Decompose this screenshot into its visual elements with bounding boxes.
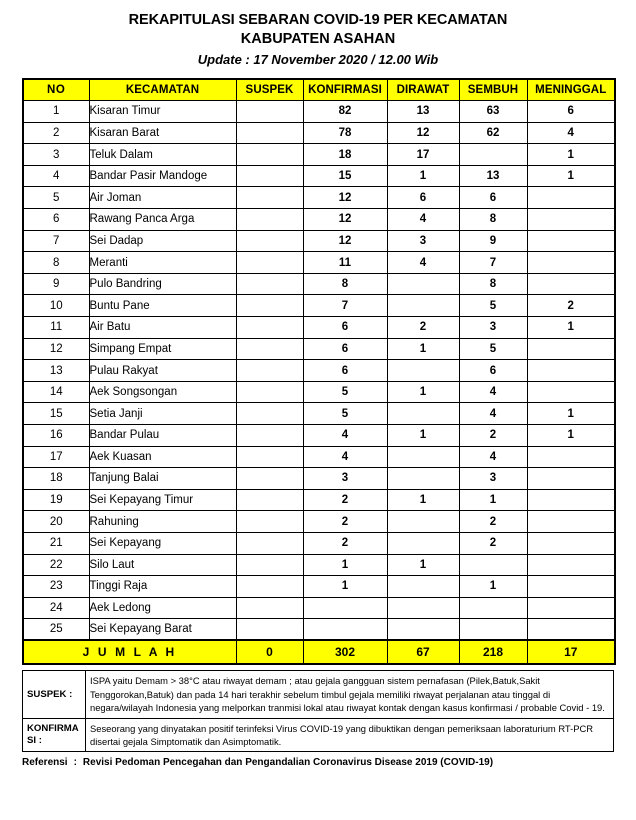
cell-suspek xyxy=(236,317,303,339)
definition-label: SUSPEK : xyxy=(23,671,86,718)
cell-konfirmasi: 5 xyxy=(303,381,387,403)
definitions-table xyxy=(22,670,614,752)
cell-meninggal xyxy=(527,273,615,295)
cell-suspek xyxy=(236,619,303,641)
cell-konfirmasi: 2 xyxy=(303,489,387,511)
cell-no: 3 xyxy=(23,144,89,166)
cell-meninggal xyxy=(527,381,615,403)
cell-suspek xyxy=(236,165,303,187)
cell-meninggal xyxy=(527,252,615,274)
cell-dirawat: 13 xyxy=(387,101,459,123)
cell-kecamatan: Sei Kepayang Timur xyxy=(89,489,236,511)
column-header-no: NO xyxy=(23,79,89,101)
cell-kecamatan: Aek Kuasan xyxy=(89,446,236,468)
cell-dirawat xyxy=(387,511,459,533)
cell-no: 25 xyxy=(23,619,89,641)
cell-kecamatan: Tanjung Balai xyxy=(89,468,236,490)
cell-no: 22 xyxy=(23,554,89,576)
table-row xyxy=(23,360,615,382)
column-header-suspek: SUSPEK xyxy=(236,79,303,101)
table-row xyxy=(23,165,615,187)
table-row xyxy=(23,252,615,274)
table-row xyxy=(23,381,615,403)
cell-konfirmasi: 12 xyxy=(303,209,387,231)
cell-dirawat xyxy=(387,619,459,641)
definitions-body xyxy=(23,671,614,752)
cell-meninggal xyxy=(527,468,615,490)
cell-kecamatan: Tinggi Raja xyxy=(89,576,236,598)
cell-dirawat: 17 xyxy=(387,144,459,166)
cell-meninggal xyxy=(527,511,615,533)
cell-meninggal xyxy=(527,554,615,576)
cell-kecamatan: Pulo Bandring xyxy=(89,273,236,295)
cell-sembuh: 62 xyxy=(459,122,527,144)
cell-konfirmasi: 2 xyxy=(303,532,387,554)
cell-konfirmasi xyxy=(303,597,387,619)
cell-sembuh xyxy=(459,597,527,619)
cell-dirawat: 1 xyxy=(387,338,459,360)
table-row xyxy=(23,446,615,468)
cell-no: 4 xyxy=(23,165,89,187)
cell-konfirmasi: 1 xyxy=(303,576,387,598)
reference-text: Revisi Pedoman Pencegahan dan Pengandalian Coronavirus Disease 2019 (COVID-19) xyxy=(82,757,494,769)
cell-no: 2 xyxy=(23,122,89,144)
cell-kecamatan: Kisaran Timur xyxy=(89,101,236,123)
cell-kecamatan: Silo Laut xyxy=(89,554,236,576)
cell-sembuh: 6 xyxy=(459,360,527,382)
cell-meninggal xyxy=(527,597,615,619)
cell-no: 5 xyxy=(23,187,89,209)
cell-konfirmasi: 8 xyxy=(303,273,387,295)
cell-suspek xyxy=(236,230,303,252)
cell-dirawat: 1 xyxy=(387,425,459,447)
cell-suspek xyxy=(236,403,303,425)
cell-meninggal xyxy=(527,209,615,231)
cell-dirawat: 4 xyxy=(387,209,459,231)
cell-suspek xyxy=(236,209,303,231)
table-row xyxy=(23,122,615,144)
cell-suspek xyxy=(236,532,303,554)
cell-sembuh: 4 xyxy=(459,381,527,403)
cell-sembuh xyxy=(459,554,527,576)
cell-suspek xyxy=(236,295,303,317)
table-row xyxy=(23,468,615,490)
cell-meninggal: 6 xyxy=(527,101,615,123)
cell-no: 7 xyxy=(23,230,89,252)
table-row xyxy=(23,511,615,533)
column-header-sembuh: SEMBUH xyxy=(459,79,527,101)
cell-sembuh: 4 xyxy=(459,446,527,468)
cell-suspek xyxy=(236,252,303,274)
cell-dirawat: 1 xyxy=(387,554,459,576)
reference-label: Referensi xyxy=(22,757,68,769)
cell-no: 10 xyxy=(23,295,89,317)
cell-kecamatan: Rawang Panca Arga xyxy=(89,209,236,231)
cell-konfirmasi: 1 xyxy=(303,554,387,576)
table-row xyxy=(23,576,615,598)
cell-sembuh: 3 xyxy=(459,468,527,490)
cell-suspek xyxy=(236,425,303,447)
table-row xyxy=(23,295,615,317)
table-total-row xyxy=(23,640,615,664)
cell-meninggal xyxy=(527,230,615,252)
cell-kecamatan: Setia Janji xyxy=(89,403,236,425)
covid-table-wrapper xyxy=(22,78,614,665)
cell-suspek xyxy=(236,360,303,382)
cell-dirawat: 1 xyxy=(387,489,459,511)
cell-suspek xyxy=(236,381,303,403)
cell-suspek xyxy=(236,554,303,576)
total-konfirmasi: 302 xyxy=(303,640,387,664)
cell-dirawat: 3 xyxy=(387,230,459,252)
cell-konfirmasi: 5 xyxy=(303,403,387,425)
cell-dirawat: 2 xyxy=(387,317,459,339)
cell-kecamatan: Aek Ledong xyxy=(89,597,236,619)
column-header-dirawat: DIRAWAT xyxy=(387,79,459,101)
cell-dirawat xyxy=(387,468,459,490)
cell-sembuh xyxy=(459,144,527,166)
table-header xyxy=(23,79,615,101)
reference-separator: : xyxy=(73,757,77,769)
cell-kecamatan: Teluk Dalam xyxy=(89,144,236,166)
cell-no: 1 xyxy=(23,101,89,123)
cell-konfirmasi: 6 xyxy=(303,360,387,382)
cell-kecamatan: Sei Kepayang xyxy=(89,532,236,554)
column-header-kecamatan: KECAMATAN xyxy=(89,79,236,101)
cell-no: 15 xyxy=(23,403,89,425)
table-row xyxy=(23,338,615,360)
cell-dirawat: 1 xyxy=(387,165,459,187)
table-footer xyxy=(23,640,615,664)
definition-row xyxy=(23,671,614,718)
definition-text: Seseorang yang dinyatakan positif terinfeksi Virus COVID-19 yang dibuktikan dengan pemeriksaan laboraturium RT-PCR disertai gejala Simptomatik dan Asimptomatik. xyxy=(86,718,614,752)
table-row xyxy=(23,317,615,339)
cell-no: 18 xyxy=(23,468,89,490)
cell-dirawat xyxy=(387,295,459,317)
table-row xyxy=(23,101,615,123)
definition-row xyxy=(23,718,614,752)
table-row xyxy=(23,209,615,231)
cell-suspek xyxy=(236,144,303,166)
cell-konfirmasi: 4 xyxy=(303,425,387,447)
cell-suspek xyxy=(236,122,303,144)
cell-sembuh xyxy=(459,619,527,641)
table-row xyxy=(23,597,615,619)
table-body xyxy=(23,101,615,641)
cell-konfirmasi xyxy=(303,619,387,641)
page-title: REKAPITULASI SEBARAN COVID-19 PER KECAMATAN xyxy=(128,12,508,28)
cell-suspek xyxy=(236,597,303,619)
cell-no: 20 xyxy=(23,511,89,533)
table-row xyxy=(23,554,615,576)
cell-no: 13 xyxy=(23,360,89,382)
cell-no: 12 xyxy=(23,338,89,360)
cell-sembuh: 2 xyxy=(459,511,527,533)
cell-sembuh: 6 xyxy=(459,187,527,209)
cell-konfirmasi: 15 xyxy=(303,165,387,187)
cell-sembuh: 7 xyxy=(459,252,527,274)
cell-konfirmasi: 6 xyxy=(303,317,387,339)
cell-kecamatan: Bandar Pasir Mandoge xyxy=(89,165,236,187)
cell-no: 11 xyxy=(23,317,89,339)
cell-no: 8 xyxy=(23,252,89,274)
cell-kecamatan: Meranti xyxy=(89,252,236,274)
cell-suspek xyxy=(236,446,303,468)
cell-sembuh: 4 xyxy=(459,403,527,425)
cell-kecamatan: Air Batu xyxy=(89,317,236,339)
table-row xyxy=(23,144,615,166)
cell-meninggal xyxy=(527,338,615,360)
cell-konfirmasi: 7 xyxy=(303,295,387,317)
cell-kecamatan: Sei Dadap xyxy=(89,230,236,252)
cell-sembuh: 1 xyxy=(459,489,527,511)
update-timestamp: Update : 17 November 2020 / 12.00 Wib xyxy=(197,52,439,67)
cell-sembuh: 1 xyxy=(459,576,527,598)
cell-no: 6 xyxy=(23,209,89,231)
cell-kecamatan: Aek Songsongan xyxy=(89,381,236,403)
cell-sembuh: 2 xyxy=(459,532,527,554)
cell-suspek xyxy=(236,187,303,209)
table-row xyxy=(23,187,615,209)
total-dirawat: 67 xyxy=(387,640,459,664)
cell-konfirmasi: 82 xyxy=(303,101,387,123)
cell-no: 16 xyxy=(23,425,89,447)
cell-no: 17 xyxy=(23,446,89,468)
cell-konfirmasi: 18 xyxy=(303,144,387,166)
cell-sembuh: 3 xyxy=(459,317,527,339)
cell-sembuh: 8 xyxy=(459,273,527,295)
table-row xyxy=(23,273,615,295)
cell-suspek xyxy=(236,101,303,123)
cell-konfirmasi: 78 xyxy=(303,122,387,144)
cell-meninggal xyxy=(527,187,615,209)
cell-no: 14 xyxy=(23,381,89,403)
table-row xyxy=(23,619,615,641)
cell-meninggal: 1 xyxy=(527,144,615,166)
cell-meninggal xyxy=(527,576,615,598)
total-label: J U M L A H xyxy=(23,640,236,664)
cell-dirawat: 6 xyxy=(387,187,459,209)
cell-konfirmasi: 12 xyxy=(303,230,387,252)
total-sembuh: 218 xyxy=(459,640,527,664)
cell-kecamatan: Sei Kepayang Barat xyxy=(89,619,236,641)
table-row xyxy=(23,403,615,425)
cell-meninggal: 1 xyxy=(527,165,615,187)
cell-dirawat xyxy=(387,597,459,619)
cell-kecamatan: Rahuning xyxy=(89,511,236,533)
total-meninggal: 17 xyxy=(527,640,615,664)
cell-dirawat xyxy=(387,360,459,382)
cell-meninggal xyxy=(527,446,615,468)
cell-kecamatan: Kisaran Barat xyxy=(89,122,236,144)
cell-no: 24 xyxy=(23,597,89,619)
cell-dirawat: 4 xyxy=(387,252,459,274)
cell-konfirmasi: 11 xyxy=(303,252,387,274)
cell-no: 9 xyxy=(23,273,89,295)
cell-meninggal: 1 xyxy=(527,425,615,447)
cell-no: 21 xyxy=(23,532,89,554)
cell-konfirmasi: 6 xyxy=(303,338,387,360)
cell-meninggal: 1 xyxy=(527,317,615,339)
cell-meninggal xyxy=(527,489,615,511)
cell-meninggal: 4 xyxy=(527,122,615,144)
table-row xyxy=(23,532,615,554)
cell-konfirmasi: 3 xyxy=(303,468,387,490)
definition-text: ISPA yaitu Demam > 38°C atau riwayat demam ; atau gejala gangguan sistem pernafasan (Pilek,Batuk,Sakit Tenggorokan,Batuk) dan pada 14 hari terakhir sebelum timbul gejala memiliki riwayat perjalanan atau tinggal di negara/wilayah Indonesia yang melporkan tranmisi lokal atau riwayat kontak dengan kasus konfirmasi / probable Covid - 19. xyxy=(86,671,614,718)
cell-suspek xyxy=(236,489,303,511)
cell-dirawat xyxy=(387,576,459,598)
cell-meninggal: 2 xyxy=(527,295,615,317)
cell-konfirmasi: 4 xyxy=(303,446,387,468)
table-row xyxy=(23,425,615,447)
cell-sembuh: 63 xyxy=(459,101,527,123)
definition-label: KONFIRMA SI : xyxy=(23,718,86,752)
cell-suspek xyxy=(236,468,303,490)
cell-dirawat xyxy=(387,273,459,295)
cell-dirawat: 1 xyxy=(387,381,459,403)
cell-dirawat: 12 xyxy=(387,122,459,144)
cell-dirawat xyxy=(387,532,459,554)
cell-no: 19 xyxy=(23,489,89,511)
cell-sembuh: 2 xyxy=(459,425,527,447)
cell-kecamatan: Air Joman xyxy=(89,187,236,209)
cell-suspek xyxy=(236,273,303,295)
cell-konfirmasi: 12 xyxy=(303,187,387,209)
cell-kecamatan: Buntu Pane xyxy=(89,295,236,317)
cell-meninggal xyxy=(527,532,615,554)
document-title-block xyxy=(22,0,614,70)
table-header-row xyxy=(23,79,615,101)
cell-sembuh: 8 xyxy=(459,209,527,231)
cell-sembuh: 9 xyxy=(459,230,527,252)
cell-dirawat xyxy=(387,446,459,468)
cell-suspek xyxy=(236,338,303,360)
table-row xyxy=(23,230,615,252)
page-subtitle: KABUPATEN ASAHAN xyxy=(240,31,396,47)
total-suspek: 0 xyxy=(236,640,303,664)
cell-sembuh: 5 xyxy=(459,338,527,360)
cell-meninggal xyxy=(527,360,615,382)
cell-dirawat xyxy=(387,403,459,425)
column-header-meninggal: MENINGGAL xyxy=(527,79,615,101)
cell-kecamatan: Pulau Rakyat xyxy=(89,360,236,382)
covid-data-table xyxy=(22,78,616,665)
cell-meninggal: 1 xyxy=(527,403,615,425)
cell-no: 23 xyxy=(23,576,89,598)
cell-sembuh: 5 xyxy=(459,295,527,317)
column-header-konfirmasi: KONFIRMASI xyxy=(303,79,387,101)
cell-sembuh: 13 xyxy=(459,165,527,187)
cell-meninggal xyxy=(527,619,615,641)
cell-kecamatan: Bandar Pulau xyxy=(89,425,236,447)
reference-footer xyxy=(22,757,614,768)
cell-kecamatan: Simpang Empat xyxy=(89,338,236,360)
cell-suspek xyxy=(236,511,303,533)
table-row xyxy=(23,489,615,511)
cell-konfirmasi: 2 xyxy=(303,511,387,533)
cell-suspek xyxy=(236,576,303,598)
